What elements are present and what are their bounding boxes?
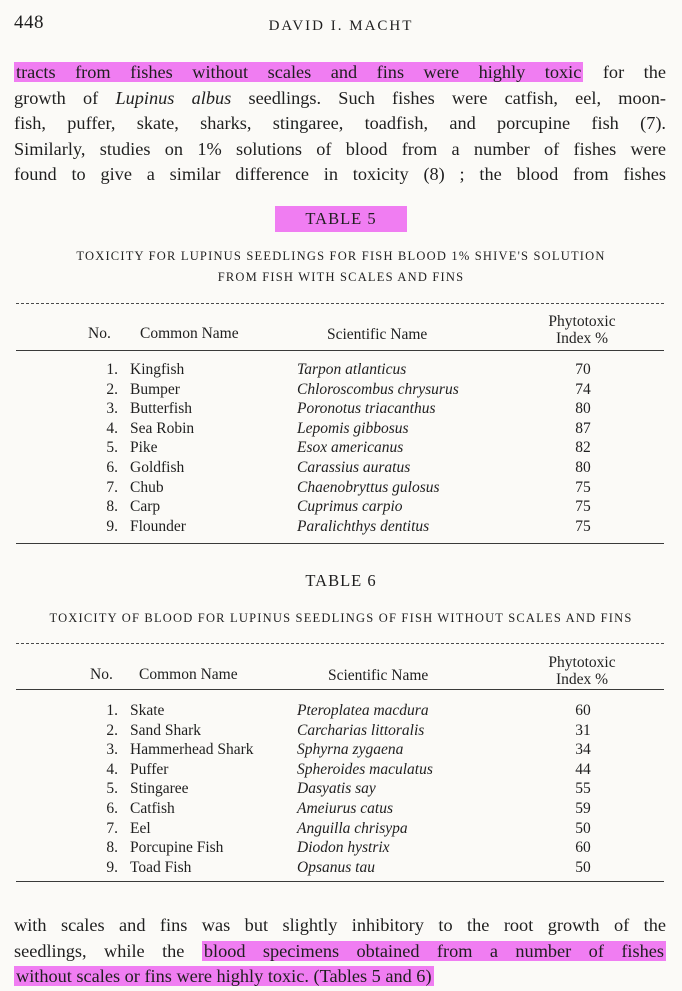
table-5-header-index: Phytotoxic Index % [548, 313, 616, 347]
scientific-name-cell: Carcharias littoralis [297, 721, 425, 739]
row-number: 7. [106, 819, 118, 837]
scientific-name-cell: Anguilla chrisypa [297, 819, 408, 837]
common-name-cell: Sand Shark [130, 721, 202, 739]
common-name-cell: Hammerhead Shark [130, 741, 254, 759]
intro-line-1: tracts from fishes without scales and fins were highly toxic for the [16, 62, 666, 82]
common-name-cell: Kingfish [130, 361, 185, 378]
intro-paragraph [14, 60, 666, 188]
scientific-name-cell: Cuprimus carpio [297, 498, 403, 516]
phytotoxic-index-cell: 75 [575, 478, 591, 496]
row-number: 5. [106, 439, 118, 457]
row-number: 6. [106, 800, 118, 817]
phytotoxic-index-cell: 80 [575, 459, 591, 476]
table-row [0, 820, 682, 840]
phytotoxic-index-cell: 74 [575, 380, 591, 398]
row-number: 1. [106, 361, 118, 378]
common-name-cell: Pike [130, 439, 158, 457]
table-5-header-common: Common Name [140, 325, 239, 342]
closing-line-3 [14, 964, 666, 990]
row-number: 3. [106, 400, 118, 418]
closing-line-1: with scales and fins was but slightly inhibitory to the root growth of the [14, 915, 666, 935]
page-number: 448 [14, 12, 44, 33]
table-row [0, 780, 682, 800]
scientific-name-cell: Dasyatis say [297, 780, 376, 798]
phytotoxic-index-cell: 70 [575, 361, 591, 378]
scientific-name-cell: Sphyrna zygaena [297, 741, 404, 759]
table-row [0, 420, 682, 440]
table-row [0, 741, 682, 761]
phytotoxic-index-cell: 31 [575, 721, 591, 739]
table-6-top-rule [16, 643, 664, 644]
phytotoxic-index-cell: 75 [575, 498, 591, 516]
table-6-header-no: No. [90, 666, 113, 683]
common-name-cell: Carp [130, 498, 161, 516]
row-number: 9. [106, 517, 118, 535]
row-number: 1. [106, 702, 118, 719]
intro-line-3: fish, puffer, skate, sharks, stingaree, toadfish, and porcupine fish (7). [14, 113, 666, 133]
table-row [0, 361, 682, 381]
row-number: 6. [106, 459, 118, 476]
phytotoxic-index-cell: 59 [575, 800, 591, 817]
table-6-header-index: Phytotoxic Index % [548, 654, 616, 688]
running-head: DAVID I. MACHT [268, 18, 414, 34]
row-number: 4. [106, 419, 118, 437]
row-number: 5. [106, 780, 118, 798]
phytotoxic-index-cell: 87 [575, 419, 591, 437]
common-name-cell: Porcupine Fish [130, 839, 224, 857]
table-row [0, 381, 682, 401]
table-5-label: TABLE 5 [0, 206, 682, 232]
closing-line-2: seedlings, while the blood specimens obtained from a number of fishes [14, 940, 664, 961]
scientific-name-cell: Chloroscombus chrysurus [297, 380, 459, 398]
table-row [0, 518, 682, 538]
table-5-header-scientific: Scientific Name [327, 326, 428, 343]
common-name-cell: Chub [130, 478, 164, 496]
highlight-blood-specimens: blood specimens obtained from a number of fishes [203, 940, 664, 961]
common-name-cell: Toad Fish [130, 858, 192, 876]
phytotoxic-index-cell: 82 [575, 439, 591, 457]
table-6-bottom-rule [16, 881, 664, 882]
table-row [0, 702, 682, 722]
table-6-caption: TOXICITY OF BLOOD FOR LUPINUS SEEDLINGS OF FISH WITHOUT SCALES AND FINS [49, 611, 633, 625]
intro-line-5: found to give a similar difference in toxicity (8) ; the blood from fishes [14, 164, 666, 184]
scientific-name-cell: Carassius auratus [297, 459, 411, 476]
common-name-cell: Eel [130, 819, 151, 837]
phytotoxic-index-cell: 55 [575, 780, 591, 798]
table-5-bottom-rule [16, 543, 664, 544]
row-number: 7. [106, 478, 118, 496]
phytotoxic-index-cell: 34 [575, 741, 591, 759]
row-number: 3. [106, 741, 118, 759]
table-row [0, 498, 682, 518]
highlight-highly-toxic: without scales or fins were highly toxic. (Tables 5 and 6) [16, 966, 432, 986]
common-name-cell: Skate [130, 702, 165, 719]
table-row [0, 800, 682, 820]
table-6-header-rule [16, 689, 664, 690]
scientific-name-cell: Paralichthys dentitus [297, 517, 430, 535]
scientific-name-cell: Lepomis gibbosus [297, 419, 409, 437]
table-6-header-scientific: Scientific Name [328, 667, 429, 684]
table-row [0, 459, 682, 479]
highlight-toxic-tracts: tracts from fishes without scales and fins were highly toxic [16, 62, 582, 82]
phytotoxic-index-cell: 50 [575, 819, 591, 837]
common-name-cell: Stingaree [130, 780, 189, 798]
table-5-caption: TOXICITY FOR LUPINUS SEEDLINGS FOR FISH BLOOD 1% SHIVE'S SOLUTION FROM FISH WITH SCALES AND FINS [76, 249, 606, 284]
scientific-name-cell: Tarpon atlanticus [297, 361, 407, 378]
row-number: 9. [106, 858, 118, 876]
table-6-header-common: Common Name [139, 666, 238, 683]
scientific-name-cell: Chaenobryttus gulosus [297, 478, 440, 496]
phytotoxic-index-cell: 80 [575, 400, 591, 418]
scientific-name-cell: Diodon hystrix [297, 839, 390, 857]
row-number: 2. [106, 721, 118, 739]
table-5-header-rule [16, 350, 664, 351]
row-number: 8. [106, 498, 118, 516]
table-row [0, 439, 682, 459]
intro-line-4: Similarly, studies on 1% solutions of blood from a number of fishes were [14, 138, 666, 159]
table-row [0, 479, 682, 499]
table-row [0, 859, 682, 879]
phytotoxic-index-cell: 60 [575, 839, 591, 857]
phytotoxic-index-cell: 75 [575, 517, 591, 535]
common-name-cell: Flounder [130, 517, 186, 535]
closing-paragraph [14, 913, 666, 990]
scientific-name-cell: Ameiurus catus [297, 800, 394, 817]
scientific-name-cell: Spheroides maculatus [297, 760, 433, 778]
common-name-cell: Puffer [130, 760, 169, 778]
scientific-name-cell: Opsanus tau [297, 858, 375, 876]
phytotoxic-index-cell: 50 [575, 858, 591, 876]
table-row [0, 839, 682, 859]
scientific-name-cell: Esox americanus [297, 439, 404, 457]
table-6-label: TABLE 6 [305, 571, 377, 590]
scientific-name-cell: Poronotus triacanthus [297, 400, 436, 418]
table-row [0, 761, 682, 781]
common-name-cell: Goldfish [130, 459, 185, 476]
row-number: 8. [106, 839, 118, 857]
table-row [0, 400, 682, 420]
intro-line-2: growth of Lupinus albus seedlings. Such fishes were catfish, eel, moon- [14, 87, 666, 108]
scientific-name-cell: Pteroplatea macdura [297, 702, 429, 719]
table-5-top-rule [16, 303, 664, 304]
row-number: 2. [106, 380, 118, 398]
common-name-cell: Catfish [130, 800, 175, 817]
common-name-cell: Bumper [130, 380, 180, 398]
phytotoxic-index-cell: 44 [575, 760, 591, 778]
table-5-header-no: No. [88, 325, 111, 342]
common-name-cell: Sea Robin [130, 419, 195, 437]
table-row [0, 722, 682, 742]
phytotoxic-index-cell: 60 [575, 702, 591, 719]
row-number: 4. [106, 760, 118, 778]
common-name-cell: Butterfish [130, 400, 192, 418]
